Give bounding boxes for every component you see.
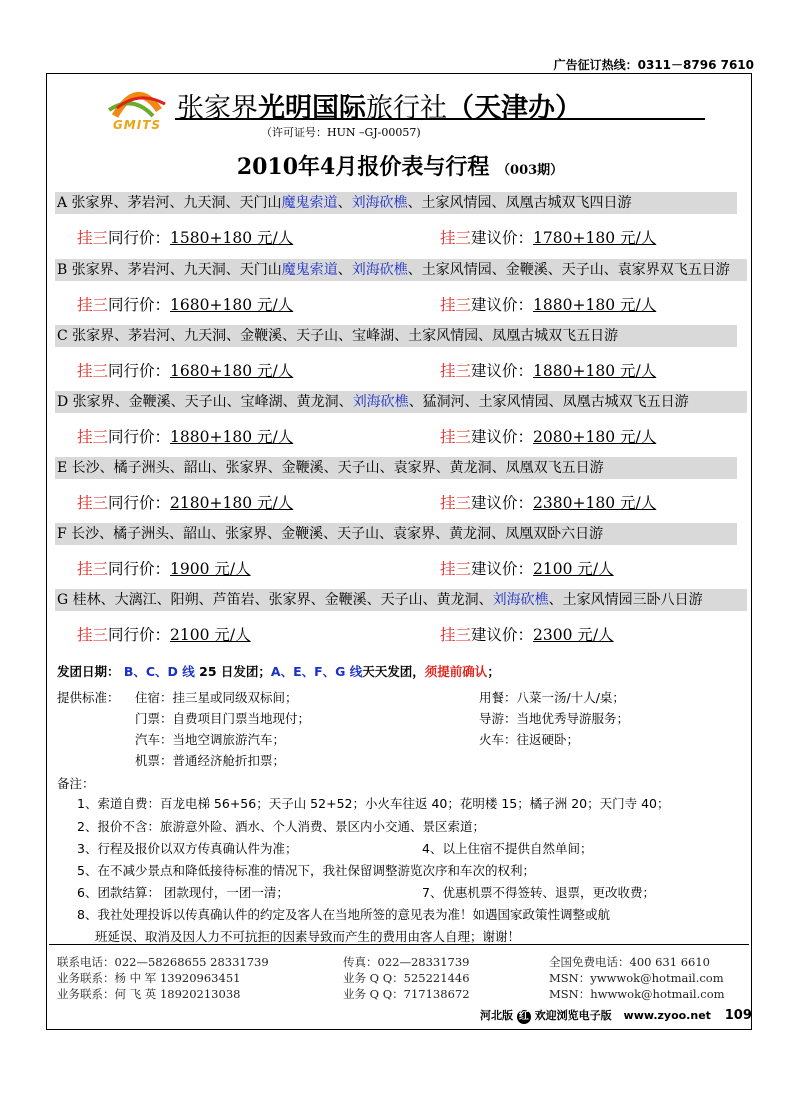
departure-part: 天天发团，	[362, 664, 425, 679]
advised-price	[440, 359, 678, 381]
route-item	[55, 589, 747, 611]
route-text-part: 刘海砍樵	[492, 592, 549, 608]
route-text-part: 、土家风情园、凤凰古城双飞四日游	[407, 195, 632, 211]
grade-label: 挂三	[77, 362, 109, 380]
route-text-part: F 长沙、橘子洲头、韶山、张家界、金鞭溪、天子山、袁家界、黄龙洞、凤凰双卧六日游	[57, 526, 604, 542]
grade-label: 挂三	[77, 560, 109, 578]
peer-price	[77, 557, 273, 579]
standard-item: 用餐：八菜一汤/十人/桌；	[479, 690, 625, 705]
peer-price	[77, 623, 273, 645]
advise-label: 建议价：	[471, 229, 534, 247]
peer-price	[77, 425, 315, 447]
peer-value: 2180+180 元/人	[170, 494, 294, 512]
license-number: （许可证号：HUN –GJ-00057)	[261, 126, 421, 139]
note-item: 5、在不减少景点和降低接待标准的情况下，我社保留调整游览次序和车次的权利；	[77, 863, 535, 878]
advise-label: 建议价：	[471, 362, 534, 380]
note-item: 3、行程及报价以双方传真确认件为准；	[77, 841, 298, 856]
grade-label: 挂三	[77, 494, 109, 512]
contact-item: 业务联系：杨 中 军 13920963451	[57, 971, 241, 985]
peer-label: 同行价：	[108, 362, 171, 380]
note-item: 8、我社处理投诉以传真确认件的约定及客人在当地所签的意见表为准！如遇国家政策性调整或航	[77, 907, 610, 922]
departure-part: 25 日发团；	[194, 664, 271, 679]
advise-label: 建议价：	[471, 494, 534, 512]
route-text-part: 、	[337, 195, 352, 211]
agency-name: 张家界光明国际旅行社（天津办）	[177, 93, 582, 124]
route-item	[55, 523, 737, 545]
note-item: 4、以上住宿不提供自然单间；	[422, 841, 593, 856]
advise-value: 2100 元/人	[533, 560, 614, 578]
contact-item: 业务 Q Q：717138672	[343, 987, 470, 1001]
divider	[49, 944, 749, 945]
advise-label: 建议价：	[471, 428, 534, 446]
route-text-part: G 桂林、大漓江、阳朔、芦笛岩、张家界、金鞭溪、天子山、黄龙洞、	[57, 592, 493, 608]
departure-part: 须提前确认	[424, 664, 488, 679]
route-text-part: C 张家界、茅岩河、九天洞、金鞭溪、天子山、宝峰湖、土家风情园、凤凰古城双飞五日游	[57, 328, 619, 344]
note-item: 班延误、取消及因人力不可抗拒的因素导致而产生的费用由客人自理；谢谢！	[95, 929, 521, 944]
contact-item: 传真：022—28331739	[343, 955, 470, 969]
peer-value: 1680+180 元/人	[170, 362, 294, 380]
grade-label: 挂三	[77, 626, 109, 644]
departure-part: B、C、D 线	[123, 664, 195, 679]
page-title: 2010年4月报价表与行程 （003期）	[236, 154, 564, 180]
grade-label: 挂三	[440, 494, 472, 512]
notes-label: 备注：	[57, 776, 95, 791]
peer-value: 1880+180 元/人	[170, 428, 294, 446]
logo-text: GMITS	[112, 118, 162, 132]
advise-value: 1880+180 元/人	[533, 362, 657, 380]
route-item	[55, 259, 747, 281]
grade-label: 挂三	[440, 560, 472, 578]
peer-label: 同行价：	[108, 626, 171, 644]
advise-label: 建议价：	[471, 626, 534, 644]
route-item	[55, 192, 737, 214]
peer-value: 1580+180 元/人	[170, 229, 294, 247]
note-item: 6、团款结算： 团款现付，一团一清；	[77, 885, 289, 900]
note-item: 7、优惠机票不得签转、退票，更改收费；	[422, 885, 655, 900]
grade-label: 挂三	[77, 229, 109, 247]
contact-item: 全国免费电话：400 631 6610	[549, 955, 710, 969]
route-item	[55, 391, 747, 413]
note-item: 2、报价不含：旅游意外险、酒水、个人消费、景区内小交通、景区索道；	[77, 819, 485, 834]
peer-price	[77, 293, 315, 315]
advised-price	[440, 491, 678, 513]
standard-item: 导游：当地优秀导游服务；	[479, 711, 630, 726]
route-text-part: 、土家风情园三卧八日游	[548, 592, 703, 608]
advised-price	[440, 226, 678, 248]
standard-item: 机票：普通经济舱折扣票；	[135, 753, 286, 768]
contact-item[interactable]: MSN：hwwwok@hotmail.com	[549, 987, 725, 1001]
grade-label: 挂三	[440, 362, 472, 380]
departure-part: ；	[487, 664, 500, 679]
note-item: 1、索道自费：百龙电梯 56+56；天子山 52+52；小火车往返 40；花明楼 15；橘子洲 20；天门寺 40；	[77, 796, 670, 811]
route-text-part: B 张家界、茅岩河、九天洞、天门山	[57, 262, 282, 278]
departure-part: 发团日期：	[57, 664, 124, 679]
grade-label: 挂三	[440, 626, 472, 644]
contact-item: 业务联系：何 飞 英 18920213038	[57, 987, 241, 1001]
agency-logo	[102, 86, 172, 136]
route-text-part: E 长沙、橘子洲头、韶山、张家界、金鞭溪、天子山、袁家界、黄龙洞、凤凰双飞五日游	[57, 460, 604, 476]
route-text-part: D 张家界、金鞭溪、天子山、宝峰湖、黄龙洞、	[57, 394, 353, 410]
contact-item[interactable]: MSN：ywwwok@hotmail.com	[549, 971, 724, 985]
advised-price	[440, 293, 678, 315]
standard-item: 汽车：当地空调旅游汽车；	[135, 732, 286, 747]
peer-price	[77, 491, 315, 513]
peer-price	[77, 226, 315, 248]
advise-value: 2300 元/人	[533, 626, 614, 644]
site-link[interactable]: www.zyoo.net	[623, 1009, 711, 1022]
title-underline	[175, 118, 705, 120]
standard-item: 火车：往返硬卧；	[479, 732, 580, 747]
route-text-part: 、土家风情园、金鞭溪、天子山、袁家界双飞五日游	[407, 262, 730, 278]
advise-value: 1880+180 元/人	[533, 296, 657, 314]
peer-label: 同行价：	[108, 428, 171, 446]
standard-item: 住宿：挂三星或同级双标间；	[135, 690, 298, 705]
advised-price	[440, 623, 636, 645]
advise-label: 建议价：	[471, 560, 534, 578]
route-text-part: 魔鬼索道	[281, 262, 338, 278]
departure-dates	[57, 662, 500, 680]
route-text-part: 刘海砍樵	[351, 262, 408, 278]
route-item	[55, 325, 737, 347]
grade-label: 挂三	[440, 428, 472, 446]
peer-label: 同行价：	[108, 560, 171, 578]
advise-value: 2380+180 元/人	[533, 494, 657, 512]
page-frame	[46, 73, 752, 1030]
advise-label: 建议价：	[471, 296, 534, 314]
peer-value: 1680+180 元/人	[170, 296, 294, 314]
departure-part: A、E、F、G 线	[270, 664, 363, 679]
provide-label: 提供标准：	[57, 690, 120, 705]
route-text-part: 刘海砍樵	[351, 195, 408, 211]
grade-label: 挂三	[440, 229, 472, 247]
route-text-part: 魔鬼索道	[281, 195, 338, 211]
peer-label: 同行价：	[108, 296, 171, 314]
sun-logo-icon	[107, 86, 167, 118]
peer-label: 同行价：	[108, 494, 171, 512]
page-footer: 河北版 红 欢迎浏览电子版 www.zyoo.net 109	[480, 1008, 752, 1023]
contact-item: 联系电话：022—58268655 28331739	[57, 955, 269, 969]
advised-price	[440, 425, 678, 447]
route-text-part: 刘海砍樵	[352, 394, 409, 410]
contact-item: 业务 Q Q：525221446	[343, 971, 470, 985]
grade-label: 挂三	[77, 296, 109, 314]
grade-label: 挂三	[77, 428, 109, 446]
peer-price	[77, 359, 315, 381]
advise-value: 2080+180 元/人	[533, 428, 657, 446]
peer-value: 1900 元/人	[170, 560, 251, 578]
route-item	[55, 457, 737, 479]
edition-badge: 红	[518, 1011, 529, 1022]
peer-label: 同行价：	[108, 229, 171, 247]
advise-value: 1780+180 元/人	[533, 229, 657, 247]
route-text-part: 、猛洞河、土家风情园、凤凰古城双飞五日游	[408, 394, 689, 410]
route-text-part: A 张家界、茅岩河、九天洞、天门山	[57, 195, 282, 211]
peer-value: 2100 元/人	[170, 626, 251, 644]
route-text-part: 、	[337, 262, 352, 278]
ad-hotline: 广告征订热线：0311－8796 7610	[553, 58, 754, 72]
page-number: 109	[724, 1008, 752, 1023]
grade-label: 挂三	[440, 296, 472, 314]
standard-item: 门票：自费项目门票当地现付；	[135, 711, 311, 726]
advised-price	[440, 557, 636, 579]
